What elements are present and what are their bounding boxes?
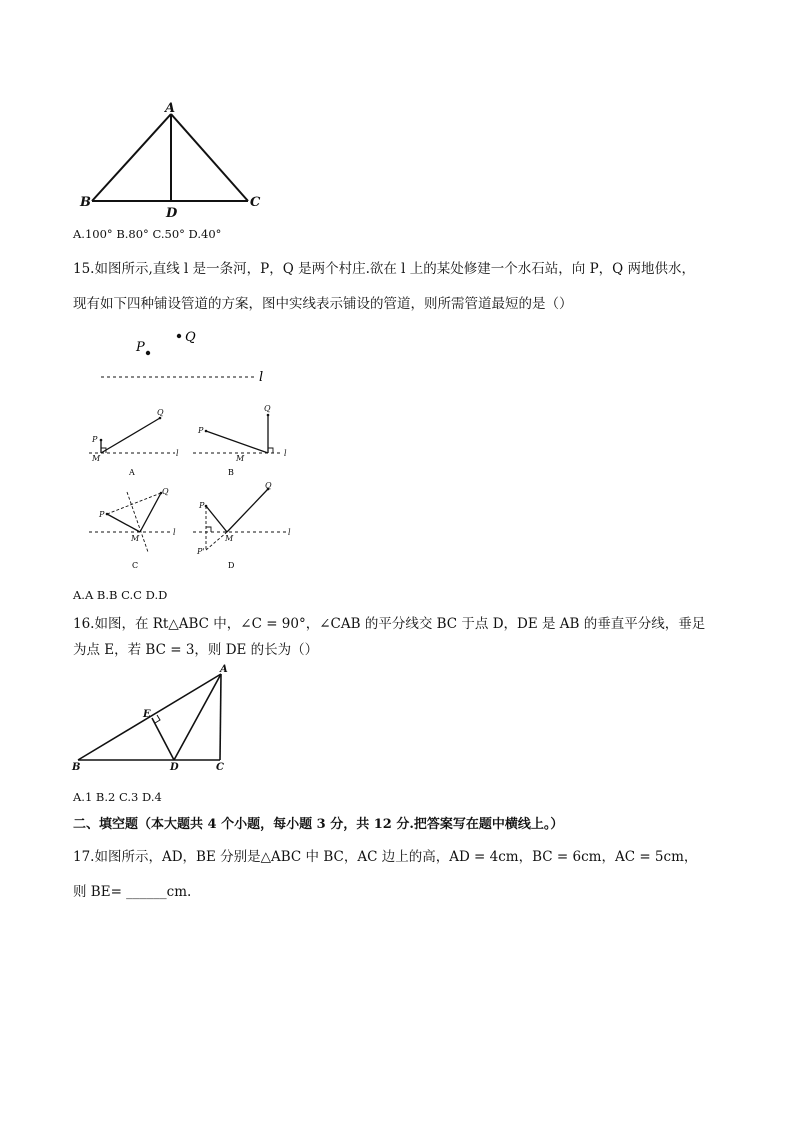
q15c-label-l: l [173,528,176,537]
q16-options: A.1 B.2 C.3 D.4 [73,790,162,804]
q15-top-label-q: Q [185,330,196,345]
q16-label-d: D [170,762,179,773]
q15a-label-m: M [92,454,101,463]
q15d-dashed-p2m [206,532,227,550]
q16-label-a: A [220,664,228,675]
q15c-caption: C [132,561,139,570]
q14-label-c: C [250,195,261,210]
q15b-label-q: Q [264,404,271,413]
section-heading-fill-in: 二、填空题（本大题共 4 个小题，每小题 3 分，共 12 分.把答案写在题中横线上。） [73,817,564,832]
q15d-label-p: P [199,501,205,510]
q15d-label-m: M [225,534,234,543]
q15-options: A.A B.B C.C D.D [73,588,168,602]
q15b-label-p: P [198,426,204,435]
q15d-label-l: l [288,528,291,537]
q15c-pipe-pm [107,514,140,532]
q15a-caption: A [129,468,135,477]
q14-side-ac [171,114,248,201]
q15b-label-l: l [284,449,287,458]
q15-top-label-p: P [136,340,145,355]
q15-panel-a [85,400,185,480]
q16-triangle-figure [68,662,238,777]
q15-panel-b [190,400,300,480]
q15a-label-p: P [92,435,98,444]
q16-segment-de [152,718,174,760]
q15a-label-q: Q [157,408,164,417]
q15c-label-p: P [99,510,105,519]
q15d-label-p2: P' [197,547,205,556]
q17-question-line1: 17.如图所示，AD，BE 分别是△ABC 中 BC，AC 边上的高，AD = 4cm，BC = 6cm，AC = 5cm， [73,849,698,865]
q15a-label-l: l [176,449,179,458]
q14-side-ab [92,114,171,201]
q16-question-line2: 为点 E，若 BC = 3，则 DE 的长为（） [73,642,319,658]
q15b-caption: B [228,468,234,477]
q16-label-e: E [143,709,151,720]
q16-label-b: B [72,762,81,773]
q15c-pipe-qm [140,493,161,532]
q15d-right-angle [206,527,211,532]
q15-question-line2: 现有如下四种铺设管道的方案，图中实线表示铺设的管道，则所需管道最短的是（） [73,296,573,312]
q16-side-ac [220,674,221,760]
q14-label-a: A [165,101,176,116]
q16-label-c: C [216,762,224,773]
q14-triangle-figure [70,100,280,225]
q15b-label-m: M [236,454,245,463]
q16-right-angle-e [155,715,160,723]
q14-options: A.100° B.80° C.50° D.40° [73,227,222,241]
q15c-label-m: M [131,534,140,543]
q15b-pipe-pm [206,431,268,453]
q15a-pipe-mq [101,418,160,453]
q15d-caption: D [228,561,235,570]
q16-segment-ad [174,674,221,760]
q15-question-line1: 15.如图所示,直线 l 是一条河，P，Q 是两个村庄.欲在 l 上的某处修建一个水石站，向 P，Q 两地供水， [73,261,696,277]
q15-panel-c [85,482,185,572]
q15d-pipe-qm [227,489,268,532]
q16-question-line1: 16.如图，在 Rt△ABC 中，∠C = 90°，∠CAB 的平分线交 BC 于点 D，DE 是 AB 的垂直平分线，垂足 [73,616,706,632]
q14-label-b: B [80,195,91,210]
q15c-label-q: Q [162,487,169,496]
q15d-label-q: Q [265,482,272,490]
q15b-right-angle [268,448,273,453]
q15-panel-d [190,482,300,572]
q15-top-figure [95,325,275,390]
q15-top-label-l: l [259,370,264,385]
q14-label-d: D [166,206,178,221]
q15-top-point-p [146,351,150,355]
q15d-pipe-pm [206,506,227,532]
q15-top-point-q [177,334,181,338]
q17-question-line2: 则 BE= ______cm. [73,884,192,900]
